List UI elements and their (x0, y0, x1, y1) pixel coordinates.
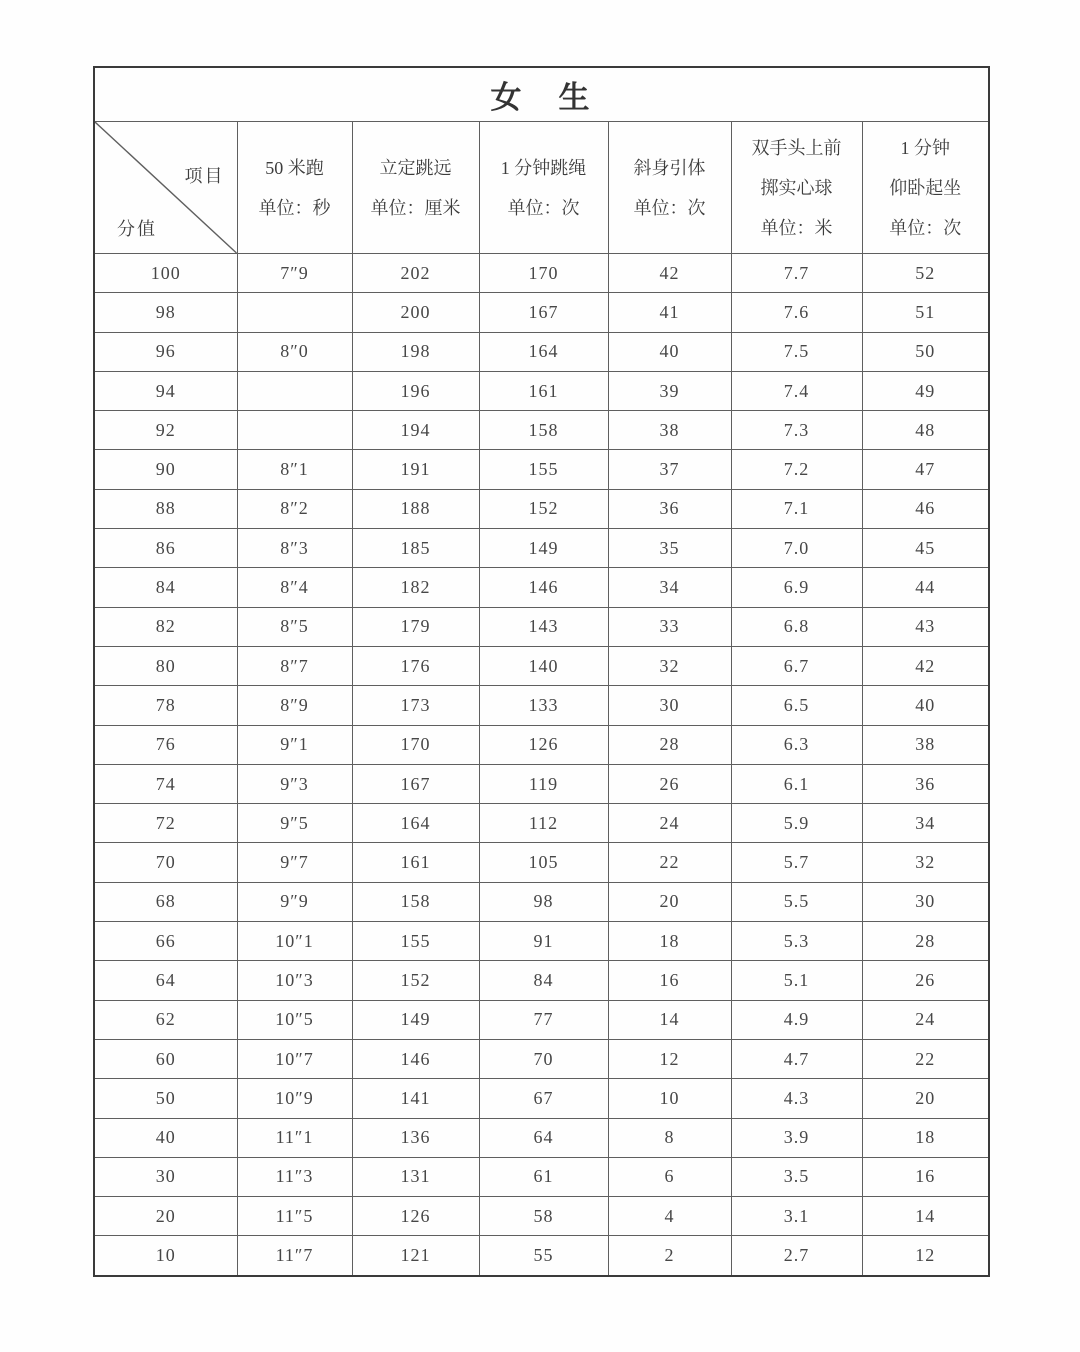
score-cell: 96 (94, 332, 237, 371)
value-cell: 33 (608, 607, 731, 646)
table-row (94, 1118, 989, 1157)
value-cell: 20 (608, 882, 731, 921)
value-cell: 152 (352, 961, 479, 1000)
value-cell (237, 411, 352, 450)
value-cell: 16 (608, 961, 731, 1000)
value-cell: 8″7 (237, 646, 352, 685)
value-cell: 158 (352, 882, 479, 921)
value-cell: 10″1 (237, 922, 352, 961)
value-cell: 131 (352, 1157, 479, 1196)
title-row (94, 67, 989, 122)
value-cell: 143 (479, 607, 608, 646)
value-cell: 7.0 (731, 529, 862, 568)
score-cell: 40 (94, 1118, 237, 1157)
table-row (94, 371, 989, 410)
value-cell: 18 (862, 1118, 989, 1157)
value-cell: 155 (479, 450, 608, 489)
value-cell: 52 (862, 254, 989, 293)
value-cell: 34 (862, 804, 989, 843)
value-cell: 35 (608, 529, 731, 568)
value-cell: 14 (608, 1000, 731, 1039)
value-cell: 152 (479, 489, 608, 528)
value-cell: 2.7 (731, 1236, 862, 1276)
value-cell: 112 (479, 804, 608, 843)
value-cell: 8″4 (237, 568, 352, 607)
column-header-standing-long-jump (352, 122, 479, 254)
table-row (94, 1236, 989, 1276)
value-cell: 119 (479, 764, 608, 803)
value-cell: 8″3 (237, 529, 352, 568)
value-cell: 61 (479, 1157, 608, 1196)
header-line: 1 分钟跳绳 (500, 157, 587, 178)
value-cell (237, 371, 352, 410)
value-cell: 5.1 (731, 961, 862, 1000)
value-cell: 3.1 (731, 1197, 862, 1236)
score-cell: 84 (94, 568, 237, 607)
value-cell: 91 (479, 922, 608, 961)
value-cell: 6.9 (731, 568, 862, 607)
value-cell: 7.7 (731, 254, 862, 293)
score-cell: 80 (94, 646, 237, 685)
value-cell: 24 (862, 1000, 989, 1039)
score-cell: 100 (94, 254, 237, 293)
value-cell: 146 (479, 568, 608, 607)
value-cell: 158 (479, 411, 608, 450)
value-cell: 70 (479, 1039, 608, 1078)
table-row (94, 646, 989, 685)
value-cell: 185 (352, 529, 479, 568)
value-cell: 77 (479, 1000, 608, 1039)
table-row (94, 1000, 989, 1039)
value-cell: 28 (608, 725, 731, 764)
value-cell: 10″7 (237, 1039, 352, 1078)
score-cell: 70 (94, 843, 237, 882)
header-line: 单位：次 (889, 217, 962, 238)
score-cell: 50 (94, 1079, 237, 1118)
column-header-sit-ups (862, 122, 989, 254)
value-cell: 6.8 (731, 607, 862, 646)
value-cell: 49 (862, 371, 989, 410)
value-cell: 24 (608, 804, 731, 843)
header-line: 单位：米 (760, 217, 833, 238)
value-cell: 30 (862, 882, 989, 921)
value-cell: 6 (608, 1157, 731, 1196)
value-cell: 20 (862, 1079, 989, 1118)
value-cell: 9″3 (237, 764, 352, 803)
score-cell: 86 (94, 529, 237, 568)
value-cell: 121 (352, 1236, 479, 1276)
table-row (94, 1157, 989, 1196)
score-cell: 76 (94, 725, 237, 764)
value-cell: 46 (862, 489, 989, 528)
value-cell: 67 (479, 1079, 608, 1118)
value-cell: 22 (608, 843, 731, 882)
value-cell: 8″5 (237, 607, 352, 646)
value-cell: 4.7 (731, 1039, 862, 1078)
value-cell: 191 (352, 450, 479, 489)
score-cell: 74 (94, 764, 237, 803)
value-cell: 167 (479, 293, 608, 332)
value-cell: 164 (352, 804, 479, 843)
score-cell: 10 (94, 1236, 237, 1276)
table-body (94, 254, 989, 1276)
value-cell: 11″1 (237, 1118, 352, 1157)
score-cell: 62 (94, 1000, 237, 1039)
value-cell: 7.5 (731, 332, 862, 371)
value-cell: 84 (479, 961, 608, 1000)
table-row (94, 411, 989, 450)
value-cell: 5.7 (731, 843, 862, 882)
value-cell: 39 (608, 371, 731, 410)
value-cell: 9″1 (237, 725, 352, 764)
value-cell: 12 (608, 1039, 731, 1078)
value-cell: 10 (608, 1079, 731, 1118)
value-cell: 173 (352, 686, 479, 725)
value-cell: 9″5 (237, 804, 352, 843)
value-cell: 16 (862, 1157, 989, 1196)
value-cell: 40 (862, 686, 989, 725)
header-row (94, 122, 989, 254)
value-cell: 8″0 (237, 332, 352, 371)
table-row (94, 961, 989, 1000)
value-cell: 38 (862, 725, 989, 764)
value-cell: 188 (352, 489, 479, 528)
value-cell: 7.3 (731, 411, 862, 450)
value-cell: 7.6 (731, 293, 862, 332)
value-cell: 170 (479, 254, 608, 293)
value-cell: 202 (352, 254, 479, 293)
header-line: 1 分钟 (900, 137, 951, 158)
header-line: 50 米跑 (265, 157, 324, 178)
value-cell: 7.2 (731, 450, 862, 489)
header-line: 双手头上前 (751, 137, 842, 158)
table-row (94, 529, 989, 568)
value-cell: 140 (479, 646, 608, 685)
header-line: 单位：次 (633, 197, 706, 218)
score-cell: 94 (94, 371, 237, 410)
value-cell: 4.3 (731, 1079, 862, 1118)
value-cell: 37 (608, 450, 731, 489)
table-row (94, 450, 989, 489)
value-cell: 167 (352, 764, 479, 803)
value-cell: 9″9 (237, 882, 352, 921)
table-row (94, 1197, 989, 1236)
value-cell: 55 (479, 1236, 608, 1276)
value-cell: 34 (608, 568, 731, 607)
value-cell: 48 (862, 411, 989, 450)
table-row (94, 804, 989, 843)
header-line: 单位：秒 (258, 197, 331, 218)
table-row (94, 607, 989, 646)
value-cell: 9″7 (237, 843, 352, 882)
table-row (94, 764, 989, 803)
column-header-jump-rope (479, 122, 608, 254)
value-cell: 3.9 (731, 1118, 862, 1157)
score-cell: 60 (94, 1039, 237, 1078)
value-cell: 11″5 (237, 1197, 352, 1236)
value-cell: 42 (608, 254, 731, 293)
value-cell: 194 (352, 411, 479, 450)
column-header-50m-run (237, 122, 352, 254)
value-cell: 12 (862, 1236, 989, 1276)
score-cell: 88 (94, 489, 237, 528)
value-cell: 41 (608, 293, 731, 332)
corner-label-item: 项目 (184, 166, 225, 186)
value-cell: 136 (352, 1118, 479, 1157)
value-cell: 3.5 (731, 1157, 862, 1196)
table-sheet (93, 66, 988, 1277)
value-cell: 196 (352, 371, 479, 410)
value-cell: 170 (352, 725, 479, 764)
value-cell: 10″9 (237, 1079, 352, 1118)
score-cell: 72 (94, 804, 237, 843)
value-cell: 149 (479, 529, 608, 568)
value-cell: 176 (352, 646, 479, 685)
header-line: 单位：次 (507, 197, 580, 218)
value-cell: 155 (352, 922, 479, 961)
value-cell: 5.3 (731, 922, 862, 961)
value-cell: 51 (862, 293, 989, 332)
value-cell: 10″5 (237, 1000, 352, 1039)
value-cell: 50 (862, 332, 989, 371)
value-cell: 2 (608, 1236, 731, 1276)
table-row (94, 725, 989, 764)
value-cell: 198 (352, 332, 479, 371)
header-line: 掷实心球 (760, 177, 833, 198)
table-row (94, 568, 989, 607)
header-line: 单位：厘米 (370, 197, 461, 218)
value-cell: 26 (862, 961, 989, 1000)
value-cell: 161 (479, 371, 608, 410)
table-row (94, 1039, 989, 1078)
value-cell: 42 (862, 646, 989, 685)
score-cell: 30 (94, 1157, 237, 1196)
score-cell: 20 (94, 1197, 237, 1236)
value-cell: 161 (352, 843, 479, 882)
value-cell: 11″3 (237, 1157, 352, 1196)
value-cell: 44 (862, 568, 989, 607)
table-row (94, 843, 989, 882)
value-cell: 22 (862, 1039, 989, 1078)
value-cell: 8 (608, 1118, 731, 1157)
header-line: 仰卧起坐 (889, 177, 962, 198)
value-cell: 14 (862, 1197, 989, 1236)
value-cell: 36 (608, 489, 731, 528)
score-cell: 68 (94, 882, 237, 921)
value-cell: 8″9 (237, 686, 352, 725)
value-cell: 133 (479, 686, 608, 725)
column-header-incline-pull-up (608, 122, 731, 254)
value-cell: 6.7 (731, 646, 862, 685)
value-cell: 11″7 (237, 1236, 352, 1276)
table-row (94, 489, 989, 528)
score-cell: 64 (94, 961, 237, 1000)
value-cell: 6.1 (731, 764, 862, 803)
value-cell: 164 (479, 332, 608, 371)
value-cell: 126 (479, 725, 608, 764)
value-cell: 32 (608, 646, 731, 685)
table-row (94, 882, 989, 921)
column-header-medicine-ball-throw (731, 122, 862, 254)
header-line: 立定跳远 (379, 157, 452, 178)
value-cell: 6.5 (731, 686, 862, 725)
score-cell: 92 (94, 411, 237, 450)
girls-fitness-score-table (93, 66, 990, 1277)
value-cell: 5.5 (731, 882, 862, 921)
value-cell: 7.1 (731, 489, 862, 528)
table-row (94, 332, 989, 371)
score-cell: 98 (94, 293, 237, 332)
value-cell: 7″9 (237, 254, 352, 293)
value-cell: 4 (608, 1197, 731, 1236)
value-cell: 30 (608, 686, 731, 725)
value-cell: 105 (479, 843, 608, 882)
value-cell: 5.9 (731, 804, 862, 843)
corner-label-score: 分值 (117, 219, 157, 239)
value-cell: 36 (862, 764, 989, 803)
value-cell: 64 (479, 1118, 608, 1157)
value-cell: 47 (862, 450, 989, 489)
score-cell: 90 (94, 450, 237, 489)
score-cell: 78 (94, 686, 237, 725)
table-title: 女 生 (94, 67, 989, 122)
value-cell: 4.9 (731, 1000, 862, 1039)
value-cell: 45 (862, 529, 989, 568)
value-cell: 32 (862, 843, 989, 882)
value-cell: 141 (352, 1079, 479, 1118)
table-row (94, 1079, 989, 1118)
value-cell: 7.4 (731, 371, 862, 410)
value-cell: 179 (352, 607, 479, 646)
score-cell: 66 (94, 922, 237, 961)
value-cell: 6.3 (731, 725, 862, 764)
value-cell: 200 (352, 293, 479, 332)
value-cell: 43 (862, 607, 989, 646)
score-cell: 82 (94, 607, 237, 646)
value-cell: 126 (352, 1197, 479, 1236)
value-cell: 38 (608, 411, 731, 450)
value-cell: 149 (352, 1000, 479, 1039)
value-cell: 10″3 (237, 961, 352, 1000)
value-cell: 26 (608, 764, 731, 803)
header-line: 斜身引体 (633, 157, 706, 178)
table-row (94, 293, 989, 332)
value-cell: 58 (479, 1197, 608, 1236)
value-cell (237, 293, 352, 332)
table-row (94, 254, 989, 293)
value-cell: 146 (352, 1039, 479, 1078)
value-cell: 98 (479, 882, 608, 921)
value-cell: 8″1 (237, 450, 352, 489)
table-row (94, 922, 989, 961)
value-cell: 28 (862, 922, 989, 961)
corner-header-cell (94, 122, 237, 254)
value-cell: 40 (608, 332, 731, 371)
value-cell: 18 (608, 922, 731, 961)
table-row (94, 686, 989, 725)
value-cell: 8″2 (237, 489, 352, 528)
value-cell: 182 (352, 568, 479, 607)
